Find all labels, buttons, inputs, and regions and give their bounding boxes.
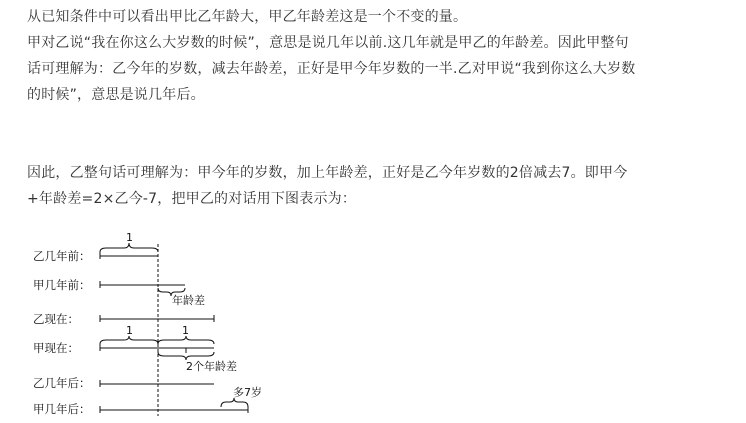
brace-left	[100, 336, 158, 344]
age-line-diagram	[0, 222, 300, 423]
brace-top	[100, 243, 158, 252]
brace-seven	[221, 398, 248, 407]
explanation-paragraph-2	[27, 160, 727, 212]
row-label: 甲现在：	[33, 341, 79, 355]
text-line: 的时候”，意思是说几年后。	[27, 87, 205, 103]
annotation-two-age-diff: 2个年龄差	[186, 360, 237, 373]
text-line: 话可理解为：乙今年的岁数，减去年龄差，正好是甲今年岁数的一半.乙对甲说“我到你这么大岁数	[27, 61, 636, 77]
row-label: 甲几年前：	[33, 278, 91, 292]
row-label: 甲几年后：	[33, 402, 91, 416]
annotation-age-diff: 年龄差	[172, 294, 205, 307]
row-label: 乙几年前：	[33, 249, 91, 263]
row-label: 乙现在：	[33, 312, 79, 326]
annotation-one: 1	[126, 231, 133, 244]
text-line: +年龄差=2×乙今-7，把甲乙的对话用下图表示为：	[27, 191, 357, 207]
text-line: 因此，乙整句话可理解为：甲今年的岁数，加上年龄差，正好是乙今年岁数的2倍减去7。即甲今	[27, 165, 628, 181]
brace-bottom	[158, 352, 214, 360]
brace-right	[158, 336, 214, 344]
annotation-seven-more: 多7岁	[233, 386, 262, 399]
text-line: 甲对乙说“我在你这么大岁数的时候”，意思是说几年以前.这几年就是甲乙的年龄差。因此甲整句	[27, 35, 629, 51]
explanation-paragraph-1	[27, 4, 727, 108]
text-line: 从已知条件中可以看出甲比乙年龄大，甲乙年龄差这是一个不变的量。	[27, 9, 468, 25]
annotation-one: 1	[182, 324, 189, 337]
annotation-one: 1	[126, 324, 133, 337]
row-label: 乙几年后：	[33, 376, 91, 390]
